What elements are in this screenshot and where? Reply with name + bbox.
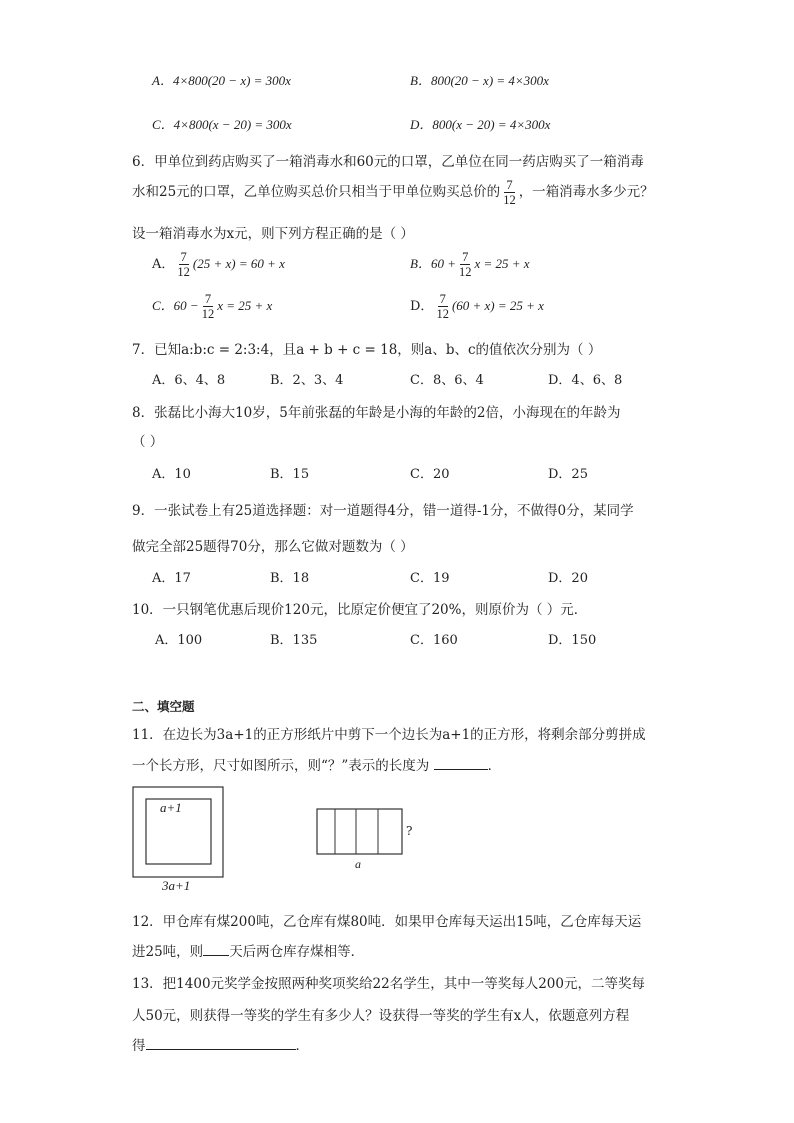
q5-option-c: C．4×800(x − 20) = 300x bbox=[152, 117, 292, 132]
answer-blank[interactable] bbox=[146, 1049, 296, 1050]
rectangle-question-mark: ? bbox=[406, 824, 413, 838]
q6-line-2-pre: 水和25元的口罩，乙单位购买总价只相当于甲单位购买总价的 bbox=[132, 184, 501, 200]
q9-option-d: D．20 bbox=[548, 571, 588, 586]
q8-option-b: B．15 bbox=[270, 467, 310, 482]
q8-option-d: D．25 bbox=[548, 467, 588, 482]
q11-line-2: 一个长方形，尺寸如图所示，则“？”表示的长度为 ． bbox=[132, 758, 502, 774]
q6-line-2-post: ，一箱消毒水多少元？ bbox=[518, 184, 654, 200]
q6-line-3: 设一箱消毒水为x元，则下列方程正确的是（ ） bbox=[132, 226, 414, 242]
q6-option-d: D． $\frac{7}{12}$ (60 + x) = 25 + x bbox=[410, 292, 544, 321]
q7-option-b: B．2、3、4 bbox=[270, 373, 344, 388]
q8-paren: （ ） bbox=[132, 434, 164, 450]
fraction: $\frac{7}{12}$ bbox=[201, 292, 215, 321]
fraction: $\frac{7}{12}$ bbox=[436, 292, 449, 321]
q10-option-b: B．135 bbox=[270, 633, 318, 648]
q5-option-d: D．800(x − 20) = 4×300x bbox=[410, 117, 551, 132]
outer-square-label: 3a+1 bbox=[162, 878, 191, 893]
q10-stem: 10．一只钢笔优惠后现价120元，比原定价便宜了20%，则原价为（ ）元． bbox=[132, 602, 588, 618]
q9-line-1: 9．一张试卷上有25道选择题：对一道题得4分，错一道得-1分，不做得0分，某同学 bbox=[132, 503, 634, 519]
q11-line-1: 11．在边长为3a+1的正方形纸片中剪下一个边长为a+1的正方形，将剩余部分剪拼成 bbox=[132, 727, 646, 743]
fraction: $\frac{7}{12}$ bbox=[177, 250, 190, 279]
q9-line-2: 做完全部25题得70分，那么它做对题数为（ ） bbox=[132, 539, 414, 555]
q8-stem: 8．张磊比小海大10岁，5年前张磊的年龄是小海的年龄的2倍，小海现在的年龄为 bbox=[132, 405, 621, 421]
answer-blank[interactable] bbox=[203, 955, 229, 956]
q5-option-b: B．800(20 − x) = 4×300x bbox=[410, 73, 549, 88]
rectangle-bottom-label: a bbox=[355, 857, 361, 871]
q7-option-d: D．4、6、8 bbox=[548, 373, 623, 388]
q9-option-a: A．17 bbox=[152, 571, 191, 586]
q7-stem: 7．已知a:b:c = 2:3:4，且a + b + c = 18，则a、b、c的值依次分别为（ ） bbox=[132, 342, 602, 358]
q12-line-1: 12．甲仓库有煤200吨，乙仓库有煤80吨．如果甲仓库每天运出15吨，乙仓库每天运 bbox=[132, 914, 642, 930]
rectangle-figure bbox=[316, 808, 406, 858]
answer-blank[interactable] bbox=[434, 769, 488, 770]
q6-option-b: B．60 + $\frac{7}{12}$ x = 25 + x bbox=[410, 250, 530, 279]
q13-line-1: 13．把1400元奖学金按照两种奖项奖给22名学生，其中一等奖每人200元，二等奖每 bbox=[132, 976, 645, 992]
q10-option-c: C．160 bbox=[410, 633, 458, 648]
q10-option-d: D．150 bbox=[548, 633, 597, 648]
q8-option-c: C．20 bbox=[410, 467, 450, 482]
q6-option-a: A． $\frac{7}{12}$ (25 + x) = 60 + x bbox=[152, 250, 285, 279]
q9-option-c: C．19 bbox=[410, 571, 450, 586]
q9-option-b: B．18 bbox=[270, 571, 310, 586]
q7-option-c: C．8、6、4 bbox=[410, 373, 484, 388]
q13-line-3: 得 ． bbox=[132, 1038, 309, 1054]
fraction: $\frac{7}{12}$ bbox=[458, 250, 472, 279]
q8-option-a: A．10 bbox=[152, 467, 191, 482]
q13-line-2: 人50元，则获得一等奖的学生有多少人？设获得一等奖的学生有x人，依题意列方程 bbox=[132, 1008, 630, 1024]
q6-line-2 bbox=[132, 178, 654, 207]
q6-option-c: C．60 − $\frac{7}{12}$ x = 25 + x bbox=[152, 292, 273, 321]
q5-option-a: A．4×800(20 − x) = 300x bbox=[152, 73, 291, 88]
outer-rectangle bbox=[317, 809, 402, 854]
q12-line-2: 进25吨，则 天后两仓库存煤相等． bbox=[132, 944, 365, 960]
inner-square-label: a+1 bbox=[160, 800, 182, 815]
q7-option-a: A．6、4、8 bbox=[152, 373, 226, 388]
section-title-fill-in: 二、填空题 bbox=[132, 699, 195, 714]
q10-option-a: A．100 bbox=[155, 633, 203, 648]
fraction: $\frac{7}{12}$ bbox=[503, 178, 516, 207]
q6-line-1: 6．甲单位到药店购买了一箱消毒水和60元的口罩，乙单位在同一药店购买了一箱消毒 bbox=[132, 154, 644, 170]
